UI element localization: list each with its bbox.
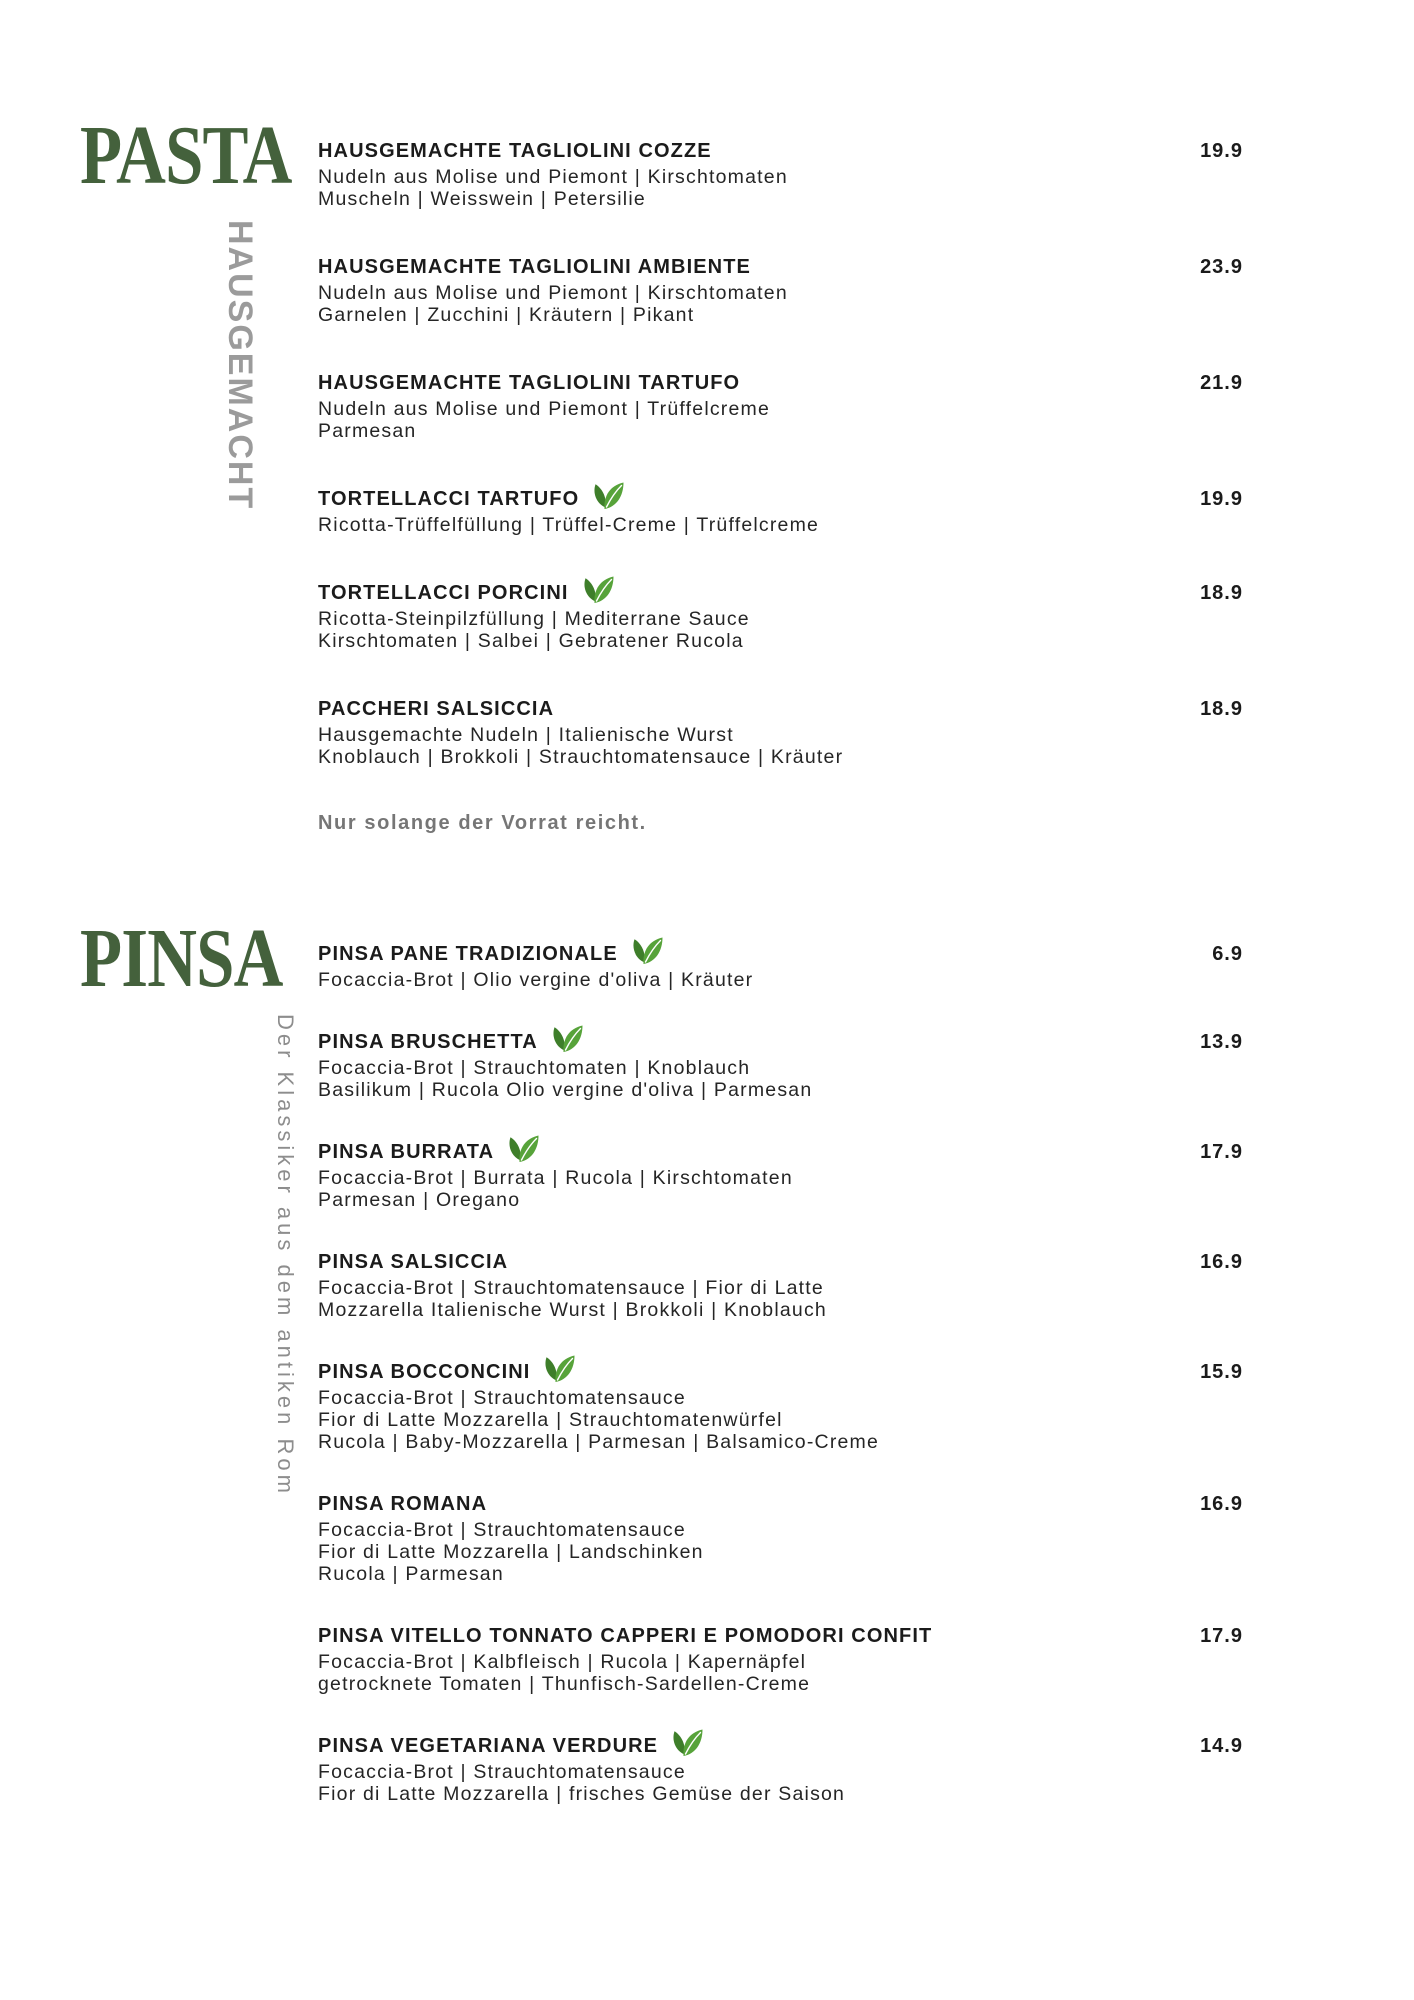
item-description: Nudeln aus Molise und Piemont | Kirschtomaten (318, 166, 788, 188)
menu-item (318, 1623, 1243, 1695)
leaf-icon (591, 481, 625, 511)
pasta-side-label: HAUSGEMACHT (221, 220, 259, 511)
item-price: 19.9 (1200, 140, 1243, 162)
leaf-icon (542, 1354, 576, 1384)
menu-item (318, 941, 1243, 991)
item-description: Focaccia-Brot | Strauchtomatensauce (318, 1387, 686, 1409)
item-price: 21.9 (1200, 372, 1243, 394)
item-description: Muscheln | Weisswein | Petersilie (318, 188, 646, 210)
leaf-icon (630, 936, 664, 966)
item-price: 14.9 (1200, 1735, 1243, 1757)
pinsa-section-header (0, 912, 318, 1843)
item-name: PINSA BRUSCHETTA (318, 1031, 538, 1053)
item-description: Nudeln aus Molise und Piemont | Trüffelcreme (318, 398, 771, 420)
item-description: Focaccia-Brot | Kalbfleisch | Rucola | Kapernäpfel (318, 1651, 807, 1673)
menu-item (318, 138, 1243, 210)
pinsa-item-list (318, 933, 1414, 1843)
menu-item (318, 1491, 1243, 1585)
item-description: Rucola | Baby-Mozzarella | Parmesan | Balsamico-Creme (318, 1431, 880, 1453)
item-name: HAUSGEMACHTE TAGLIOLINI TARTUFO (318, 372, 741, 394)
item-name: PINSA VEGETARIANA VERDURE (318, 1735, 659, 1757)
item-description: getrocknete Tomaten | Thunfisch-Sardellen-Creme (318, 1673, 811, 1695)
item-description: Knoblauch | Brokkoli | Strauchtomatensauce | Kräuter (318, 746, 844, 768)
item-description: Parmesan (318, 420, 417, 442)
item-description: Focaccia-Brot | Strauchtomaten | Knoblauch (318, 1057, 751, 1079)
pinsa-heading: PINSA (80, 912, 283, 1005)
item-description: Rucola | Parmesan (318, 1563, 504, 1585)
item-price: 18.9 (1200, 582, 1243, 604)
section-pinsa (0, 912, 1414, 1843)
item-description: Fior di Latte Mozzarella | Strauchtomatenwürfel (318, 1409, 783, 1431)
menu-item (318, 1733, 1243, 1805)
section-pasta (0, 109, 1414, 835)
item-price: 17.9 (1200, 1625, 1243, 1647)
item-name: PINSA VITELLO TONNATO CAPPERI E POMODORI CONFIT (318, 1625, 933, 1647)
item-name: TORTELLACCI TARTUFO (318, 488, 580, 510)
item-price: 6.9 (1212, 943, 1243, 965)
item-price: 19.9 (1200, 488, 1243, 510)
item-price: 16.9 (1200, 1251, 1243, 1273)
item-description: Mozzarella Italienische Wurst | Brokkoli | Knoblauch (318, 1299, 827, 1321)
menu-item (318, 1359, 1243, 1453)
menu-item (318, 486, 1243, 536)
menu-item (318, 1029, 1243, 1101)
item-name: PINSA BURRATA (318, 1141, 495, 1163)
menu-item (318, 1249, 1243, 1321)
item-description: Focaccia-Brot | Strauchtomatensauce | Fior di Latte (318, 1277, 824, 1299)
leaf-icon (506, 1134, 540, 1164)
item-description: Focaccia-Brot | Strauchtomatensauce (318, 1761, 686, 1783)
item-description: Focaccia-Brot | Strauchtomatensauce (318, 1519, 686, 1541)
menu-item (318, 580, 1243, 652)
leaf-icon (550, 1024, 584, 1054)
item-description: Nudeln aus Molise und Piemont | Kirschtomaten (318, 282, 788, 304)
item-price: 18.9 (1200, 698, 1243, 720)
item-description: Basilikum | Rucola Olio vergine d'oliva | Parmesan (318, 1079, 813, 1101)
item-name: PINSA ROMANA (318, 1493, 488, 1515)
item-price: 17.9 (1200, 1141, 1243, 1163)
item-price: 16.9 (1200, 1493, 1243, 1515)
item-description: Parmesan | Oregano (318, 1189, 521, 1211)
item-name: PACCHERI SALSICCIA (318, 698, 555, 720)
item-price: 13.9 (1200, 1031, 1243, 1053)
pasta-section-header (0, 109, 318, 835)
menu-item (318, 254, 1243, 326)
item-name: PINSA BOCCONCINI (318, 1361, 531, 1383)
leaf-icon (670, 1728, 704, 1758)
item-description: Ricotta-Trüffelfüllung | Trüffel-Creme | Trüffelcreme (318, 514, 820, 536)
item-price: 23.9 (1200, 256, 1243, 278)
leaf-icon (581, 575, 615, 605)
item-name: HAUSGEMACHTE TAGLIOLINI AMBIENTE (318, 256, 751, 278)
item-name: HAUSGEMACHTE TAGLIOLINI COZZE (318, 140, 712, 162)
menu-item (318, 696, 1243, 768)
pinsa-side-label: Der Klassiker aus dem antiken Rom (273, 1014, 298, 1497)
item-description: Hausgemachte Nudeln | Italienische Wurst (318, 724, 734, 746)
item-description: Garnelen | Zucchini | Kräutern | Pikant (318, 304, 695, 326)
menu-item (318, 370, 1243, 442)
item-name: TORTELLACCI PORCINI (318, 582, 569, 604)
item-name: PINSA PANE TRADIZIONALE (318, 943, 618, 965)
pasta-item-list (318, 130, 1414, 835)
item-description: Fior di Latte Mozzarella | Landschinken (318, 1541, 704, 1563)
menu-item (318, 1139, 1243, 1211)
pasta-heading: PASTA (80, 109, 292, 202)
item-name: PINSA SALSICCIA (318, 1251, 509, 1273)
availability-note: Nur solange der Vorrat reicht. (318, 812, 647, 834)
item-description: Focaccia-Brot | Olio vergine d'oliva | Kräuter (318, 969, 754, 991)
item-price: 15.9 (1200, 1361, 1243, 1383)
item-description: Kirschtomaten | Salbei | Gebratener Rucola (318, 630, 744, 652)
item-description: Fior di Latte Mozzarella | frisches Gemüse der Saison (318, 1783, 846, 1805)
item-description: Focaccia-Brot | Burrata | Rucola | Kirschtomaten (318, 1167, 793, 1189)
item-description: Ricotta-Steinpilzfüllung | Mediterrane Sauce (318, 608, 750, 630)
